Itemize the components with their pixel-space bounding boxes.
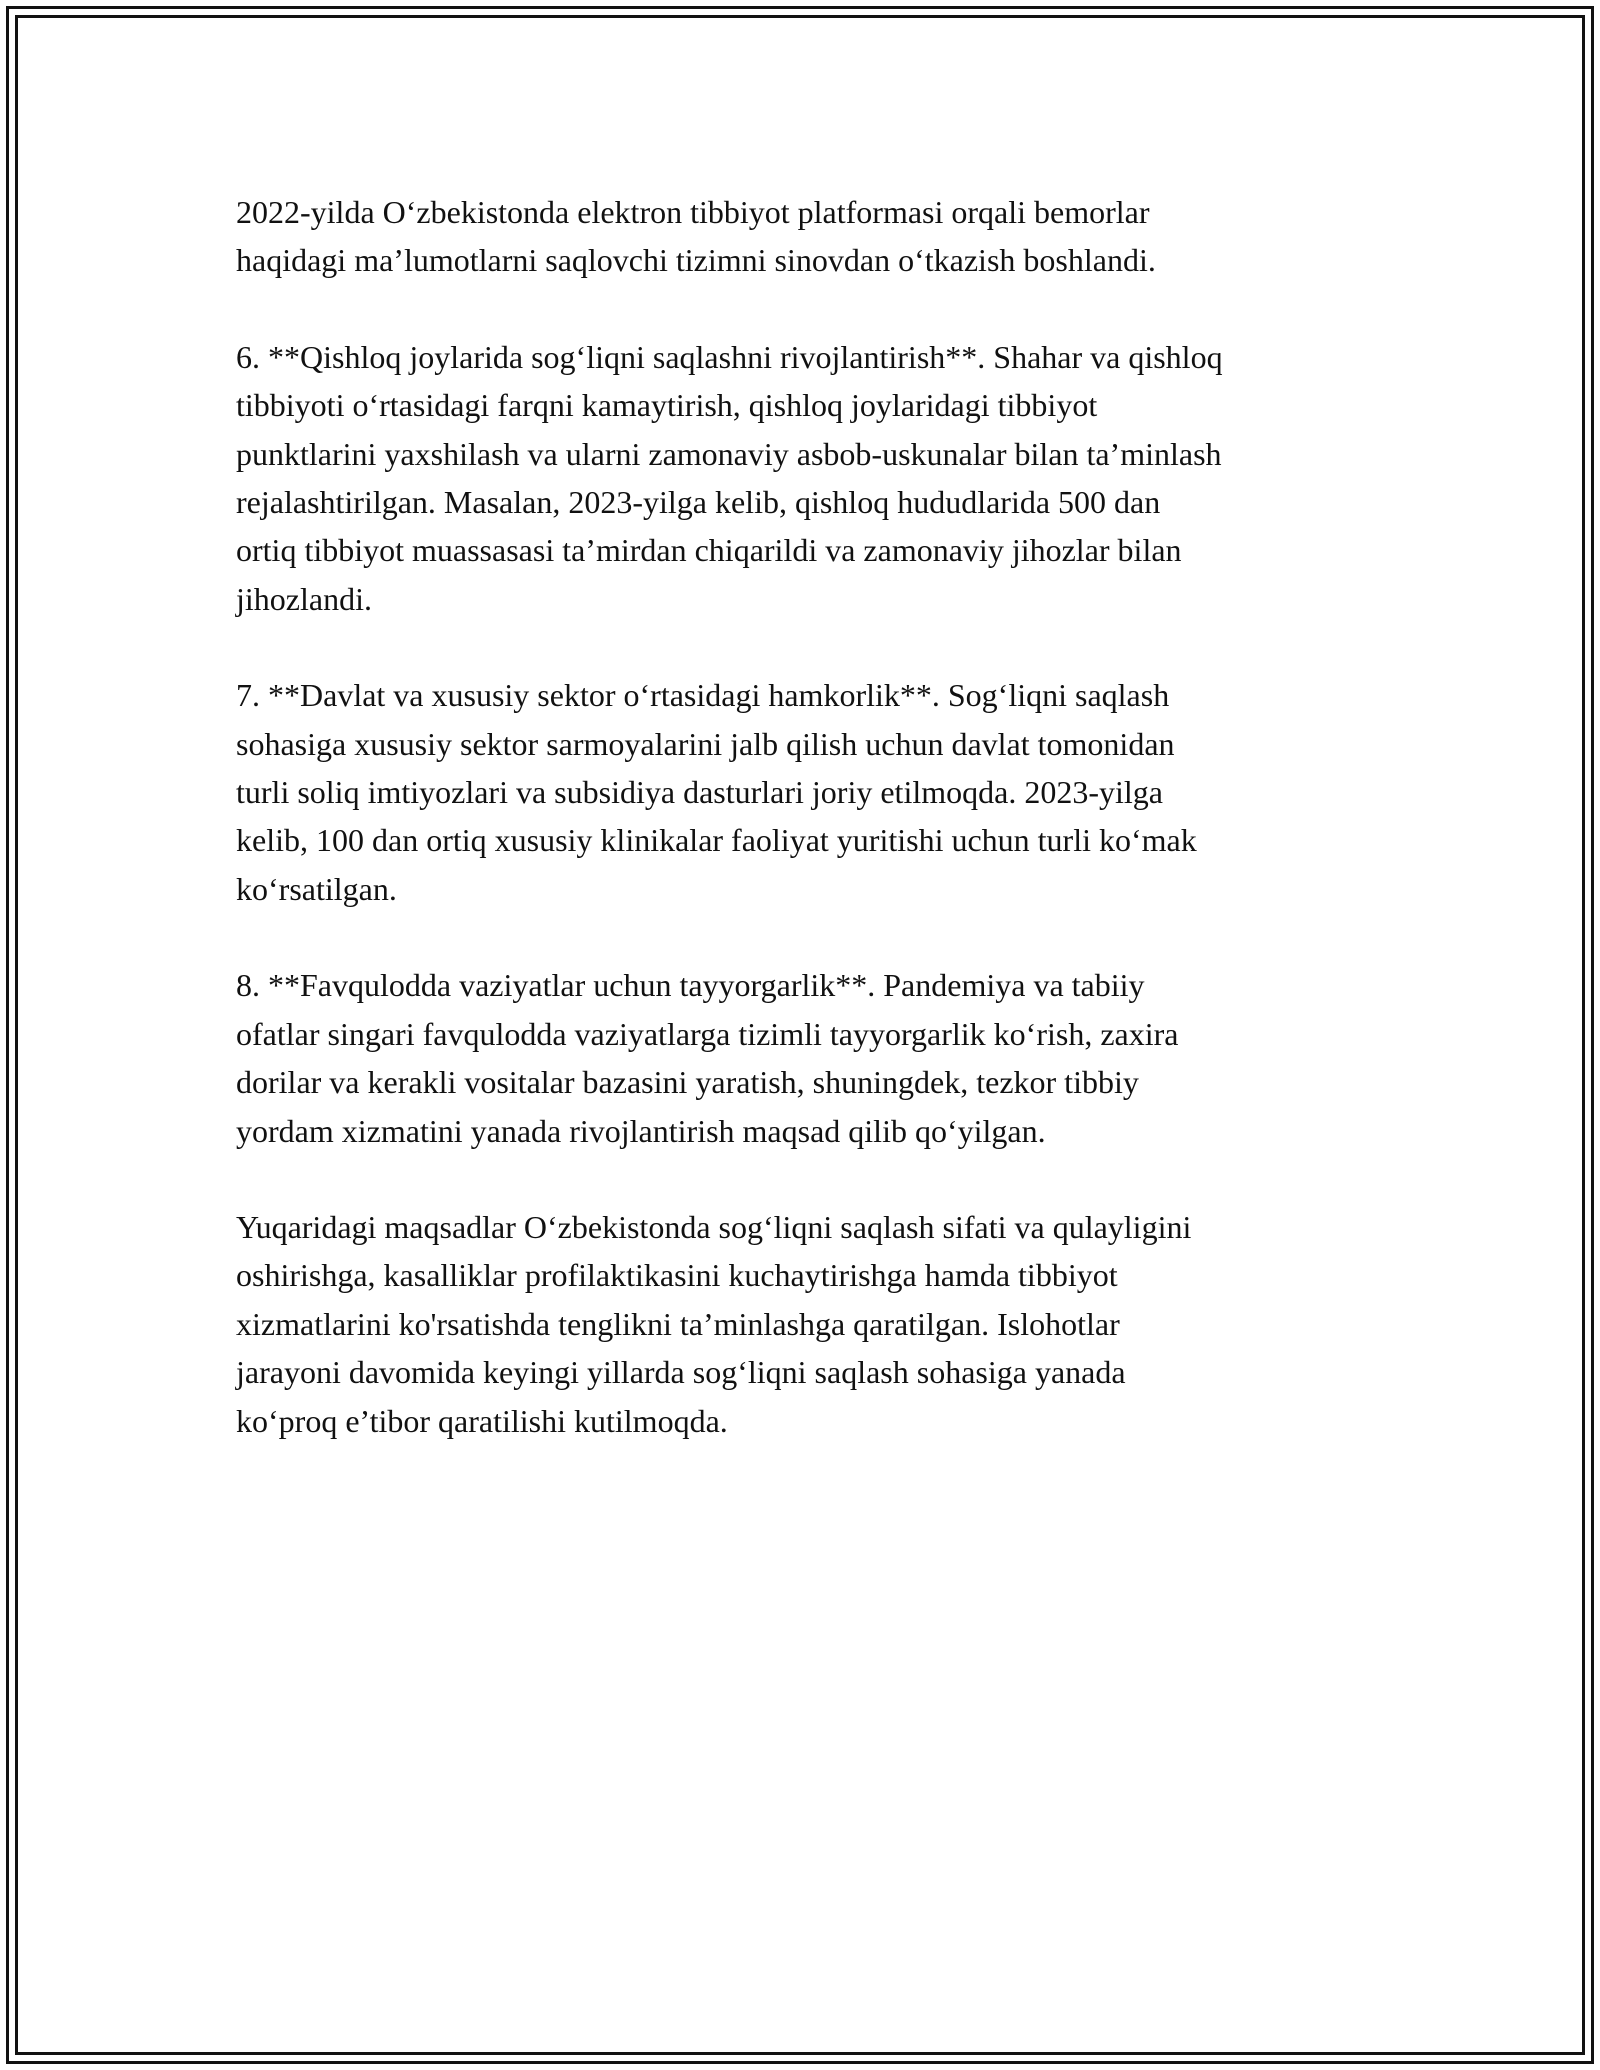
paragraph-intro: 2022-yilda O‘zbekistonda elektron tibbiyot platformasi orqali bemorlar haqidagi ma’lumotlarni saqlovchi tizimni sinovdan o‘tkazish boshlandi.	[236, 194, 1156, 279]
paragraph-item-8: 8. **Favqulodda vaziyatlar uchun tayyorgarlik**. Pandemiya va tabiiy ofatlar singari favqulodda vaziyatlarga tizimli tayyorgarlik ko‘rish, zaxira dorilar va kerakli vositalar bazasini yaratish, shuningdek, tezkor tibbiy yordam xizmatini yanada rivojlantirish maqsad qilib qo‘yilgan.	[236, 967, 1179, 1149]
paragraph-item-6: 6. **Qishloq joylarida sog‘liqni saqlashni rivojlantirish**. Shahar va qishloq tibbiyoti o‘rtasidagi farqni kamaytirish, qishloq joylaridagi tibbiyot punktlarini yaxshilash va ularni zamonaviy asbob-uskunalar bilan ta’minlash rejalashtirilgan. Masalan, 2023-yilga kelib, qishloq hududlarida 500 dan ortiq tibbiyot muassasasi ta’mirdan chiqarildi va zamonaviy jihozlar bilan jihozlandi.	[236, 338, 1223, 617]
paragraph-item-7: 7. **Davlat va xususiy sektor o‘rtasidagi hamkorlik**. Sog‘liqni saqlash sohasiga xususiy sektor sarmoyalarini jalb qilish uchun davlat tomonidan turli soliq imtiyozlari va subsidiya dasturlari joriy etilmoqda. 2023-yilga kelib, 100 dan ortiq xususiy klinikalar faoliyat yuritishi uchun turli ko‘mak ko‘rsatilgan.	[236, 677, 1197, 907]
paragraph-conclusion: Yuqaridagi maqsadlar O‘zbekistonda sog‘liqni saqlash sifati va qulayligini oshirishga, kasalliklar profilaktikasini kuchaytirishga hamda tibbiyot xizmatlarini ko'rsatishda tenglikni ta’minlashga qaratilgan. Islohotlar jarayoni davomida keyingi yillarda sog‘liqni saqlash sohasiga yanada ko‘proq e’tibor qaratilishi kutilmoqda.	[236, 1208, 1192, 1439]
document-body	[236, 188, 1386, 1493]
